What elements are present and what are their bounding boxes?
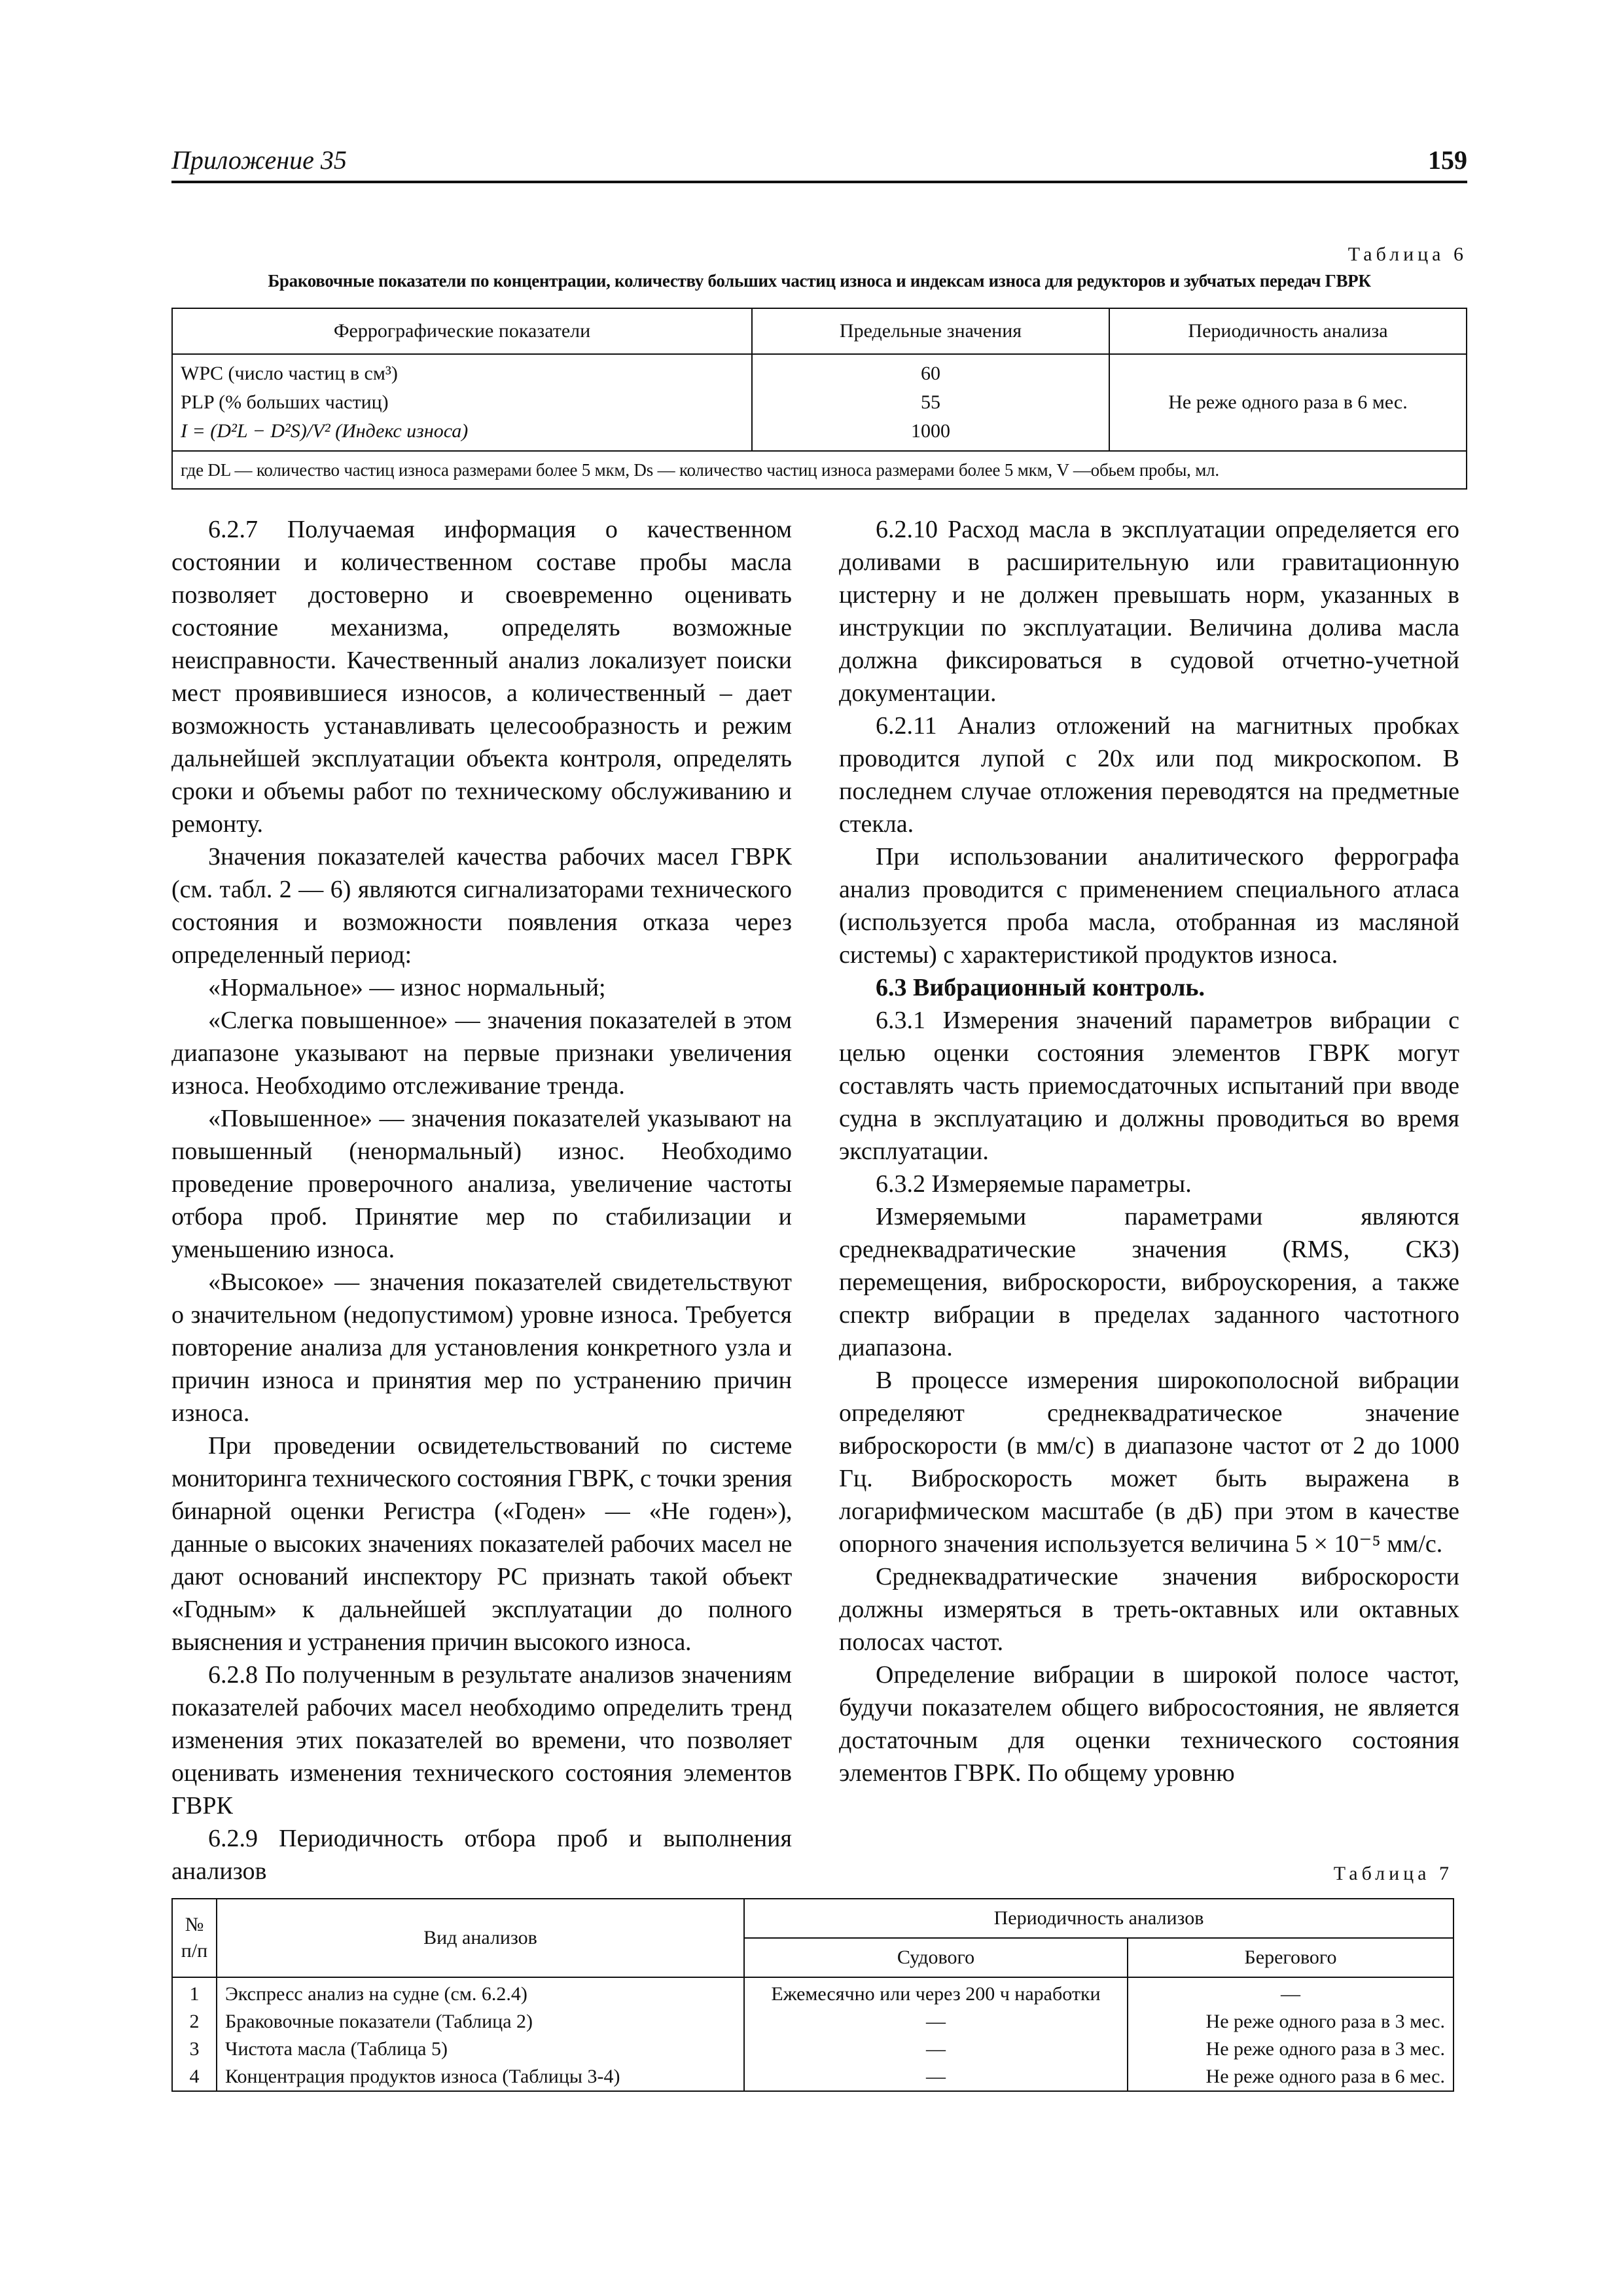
table6-col-limits: Предельные значения	[752, 308, 1109, 354]
table6-note: где DL — количество частиц износа размерами более 5 мкм, Ds — количество частиц износа размерами более 5 мкм, V —обьем пробы, мл.	[172, 451, 1467, 489]
paragraph-6-2-7: 6.2.7 Получаемая информация о качественном состоянии и количественном составе пробы масла позволяет достоверно и своевременно оценивать состояние механизма, определять возможные неисправности. Качественный анализ локализует поиски мест проявившиеся износов, а количественный – дает возможность устанавливать целесообразность и режим дальнейшей эксплуатации объекта контроля, определять сроки и объемы работ по техническому обслуживанию и ремонту.	[171, 516, 792, 838]
table7-col-type: Вид анализов	[217, 1899, 744, 1977]
table7-col-period: Периодичность анализов	[744, 1899, 1454, 1938]
paragraph-broadband: В процессе измерения широкополосной вибрации определяют среднеквадратическое значение виброскорости (в мм/с) в диапазоне частот от 2 до 1000 Гц. Виброскорость может быть выражена в логарифмическом масштабе (в дБ) при этом в качестве опорного значения используется величина 5 × 10⁻⁵ мм/с.	[839, 1367, 1459, 1558]
paragraph-6-3-1: 6.3.1 Измерения значений параметров вибрации с целью оценки состояния элементов ГВРК могут составлять часть приемосдаточных испытаний при вводе судна в эксплуатацию и должны проводиться во время эксплуатации.	[839, 1007, 1459, 1165]
table6-period-cell: Не реже одного раза в 6 мес.	[1109, 354, 1467, 451]
paragraph-6-2-9: 6.2.9 Периодичность отбора проб и выполнения анализов	[171, 1825, 792, 1885]
limit-wear-index: 1000	[911, 420, 950, 442]
indicator-wear-index: I = (D²L − D²S)/V² (Индекс износа)	[181, 420, 469, 442]
table6-title: Браковочные показатели по концентрации, количеству больших частиц износа и индексам износа для редукторов и зубчатых передач ГВРК	[268, 271, 1371, 291]
limit-plp: 55	[921, 391, 940, 413]
table7-col-shore: Берегового	[1128, 1938, 1454, 1977]
paragraph-slightly-elevated: «Слегка повышенное» — значения показателей в этом диапазоне указывают на первые признаки увеличения износа. Необходимо отслеживание тренда.	[171, 1007, 792, 1100]
page-number: 159	[1428, 145, 1467, 175]
paragraph-survey: При проведении освидетельствований по системе мониторинга технического состояния ГВРК, с точки зрения бинарной оценки Регистра («Годен» — «Не годен»), данные о высоких значениях показателей рабочих масел не дают оснований инспектору РС признать такой объект «Годным» к дальнейшей эксплуатации до полного выяснения и устранения причин высокого износа.	[171, 1432, 792, 1656]
paragraph-6-2-11: 6.2.11 Анализ отложений на магнитных пробках проводится лупой с 20x или под микроскопом. В последнем случае отложения переводятся на предметные стекла.	[839, 712, 1459, 838]
table7-col-ship: Судового	[744, 1938, 1128, 1977]
table7-caption: Таблица 7	[1333, 1863, 1453, 1884]
paragraph-wideband: Определение вибрации в широкой полосе частот, будучи показателем общего вибросостояния, не является достаточным для оценки технического состояния элементов ГВРК. По общему уровню	[839, 1661, 1459, 1787]
table6-note-row	[172, 451, 1467, 489]
appendix-title: Приложение 35	[171, 145, 347, 175]
table6-limits-cell	[752, 354, 1109, 451]
table6-header-row	[172, 308, 1467, 354]
table7	[171, 1898, 1454, 2092]
table7-col-num: № п/п	[172, 1899, 217, 1977]
limit-wpc: 60	[921, 363, 940, 384]
indicator-wpc: WPC (число частиц в см³)	[181, 363, 398, 384]
table6	[171, 308, 1467, 490]
table6-caption: Таблица 6	[1347, 243, 1467, 265]
paragraph-6-3-2: 6.3.2 Измеряемые параметры.	[876, 1170, 1192, 1198]
paragraph-6-2-8: 6.2.8 По полученным в результате анализов значениям показателей рабочих масел необходимо определить тренд изменения этих показателей во времени, что позволяет оценивать изменения технического состояния элементов ГВРК	[171, 1661, 792, 1820]
paragraph-quality-values: Значения показателей качества рабочих масел ГВРК (см. табл. 2 — 6) являются сигнализаторами технического состояния и возможности появления отказа через определенный период:	[171, 843, 792, 969]
running-head	[171, 139, 1467, 183]
table6-data-row	[172, 354, 1467, 451]
left-column	[171, 513, 792, 1888]
table6-col-period: Периодичность анализа	[1109, 308, 1467, 354]
table7-header-row-1	[172, 1899, 1454, 1938]
paragraph-6-2-10: 6.2.10 Расход масла в эксплуатации определяется его доливами в расширительную или гравитационную цистерну и не должен превышать норм, указанных в инструкции по эксплуатации. Величина долива масла должна фиксироваться в судовой отчетно-учетной документации.	[839, 516, 1459, 707]
paragraph-elevated: «Повышенное» — значения показателей указывают на повышенный (ненормальный) износ. Необходимо проведение проверочного анализа, увеличение частоты отбора проб. Принятие мер по стабилизации и уменьшению износа.	[171, 1105, 792, 1263]
section-6-3-heading: 6.3 Вибрационный контроль.	[876, 974, 1205, 1001]
table-row: 2 Браковочные показатели (Таблица 2) — Не реже одного раза в 3 мес.	[172, 2008, 1454, 2036]
paragraph-ferrograph: При использовании аналитического феррографа анализ проводится с применением специального атласа (используется проба масла, отобранная из масляной системы) с характеристикой продуктов износа.	[839, 843, 1459, 969]
paragraph-high: «Высокое» — значения показателей свидетельствуют о значительном (недопустимом) уровне износа. Требуется повторение анализа для установления конкретного узла и причин износа и принятия мер по устранению причин износа.	[171, 1268, 792, 1427]
paragraph-rms: Среднеквадратические значения виброскорости должны измеряться в треть-октавных или октавных полосах частот.	[839, 1563, 1459, 1656]
table-row: 3 Чистота масла (Таблица 5) — Не реже одного раза в 3 мес.	[172, 2036, 1454, 2063]
table-row: 1 Экспресс анализ на судне (см. 6.2.4) Ежемесячно или через 200 ч наработки —	[172, 1977, 1454, 2008]
paragraph-measured-params: Измеряемыми параметрами являются среднеквадратические значения (RMS, СКЗ) перемещения, виброскорости, виброускорения, а также спектр вибрации в пределах заданного частотного диапазона.	[839, 1203, 1459, 1361]
indicator-plp: PLP (% больших частиц)	[181, 391, 389, 413]
table-row: 4 Концентрация продуктов износа (Таблицы 3-4) — Не реже одного раза в 6 мес.	[172, 2063, 1454, 2091]
paragraph-normal: «Нормальное» — износ нормальный;	[208, 974, 606, 1001]
table6-indicators-cell	[172, 354, 752, 451]
table6-col-indicators: Феррографические показатели	[172, 308, 752, 354]
right-column	[839, 513, 1459, 1789]
